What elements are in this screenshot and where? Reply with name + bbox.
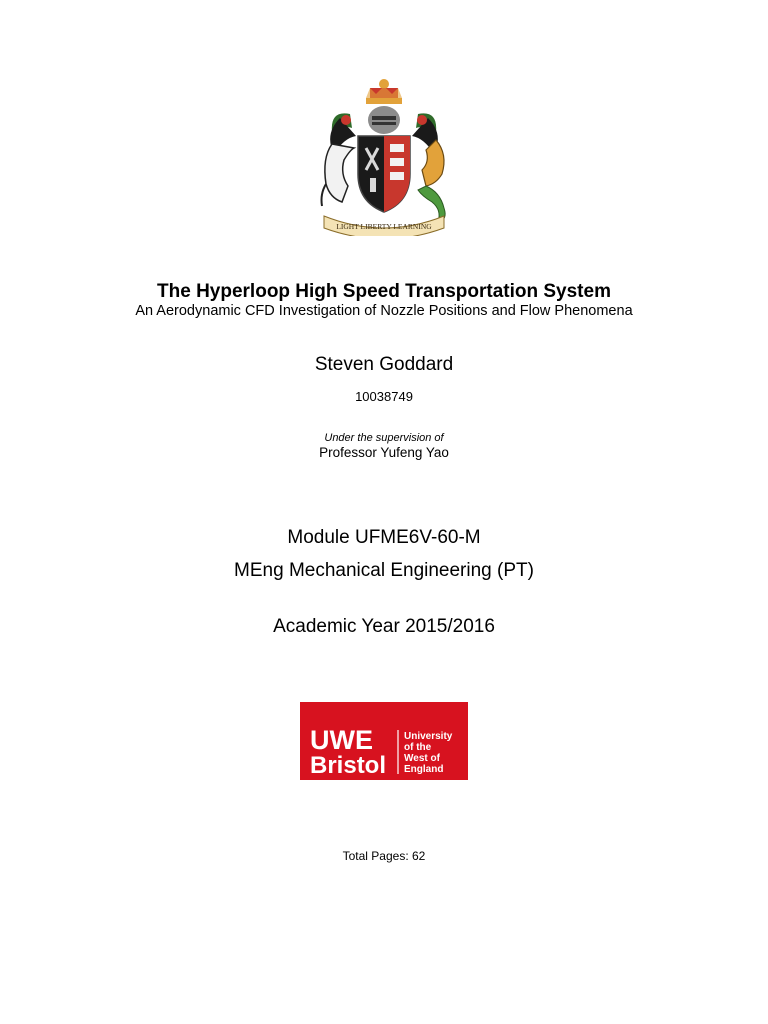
academic-year: Academic Year 2015/2016: [273, 616, 495, 637]
crown-icon: [366, 79, 402, 104]
logo-side-line-4: England: [404, 764, 444, 775]
document-title: The Hyperloop High Speed Transportation System: [157, 281, 611, 302]
logo-side-line-1: University: [404, 731, 453, 742]
sea-creature-supporter-icon: [418, 140, 445, 222]
shield-icon: [358, 136, 410, 212]
total-pages: Total Pages: 62: [342, 849, 426, 863]
supervisor-name: Professor Yufeng Yao: [319, 445, 449, 460]
logo-side-line-2: of the: [404, 742, 432, 753]
supervision-label: Under the supervision of: [324, 432, 444, 444]
student-id: 10038749: [355, 389, 413, 404]
logo-uwe-text: UWE: [310, 725, 373, 755]
helmet-icon: [368, 106, 400, 134]
uwe-bristol-logo: [300, 702, 468, 780]
horse-supporter-icon: [322, 144, 355, 206]
degree-name: MEng Mechanical Engineering (PT): [234, 560, 534, 581]
motto-text: LIGHT LIBERTY LEARNING: [336, 222, 432, 231]
author-name: Steven Goddard: [314, 354, 454, 375]
logo-bristol-text: Bristol: [310, 752, 387, 779]
logo-side-line-3: West of: [404, 753, 440, 764]
motto-scroll: [324, 216, 444, 236]
module-code: Module UFME6V-60-M: [287, 527, 481, 548]
coat-of-arms: [310, 74, 458, 236]
document-subtitle: An Aerodynamic CFD Investigation of Nozzle Positions and Flow Phenomena: [135, 303, 633, 319]
